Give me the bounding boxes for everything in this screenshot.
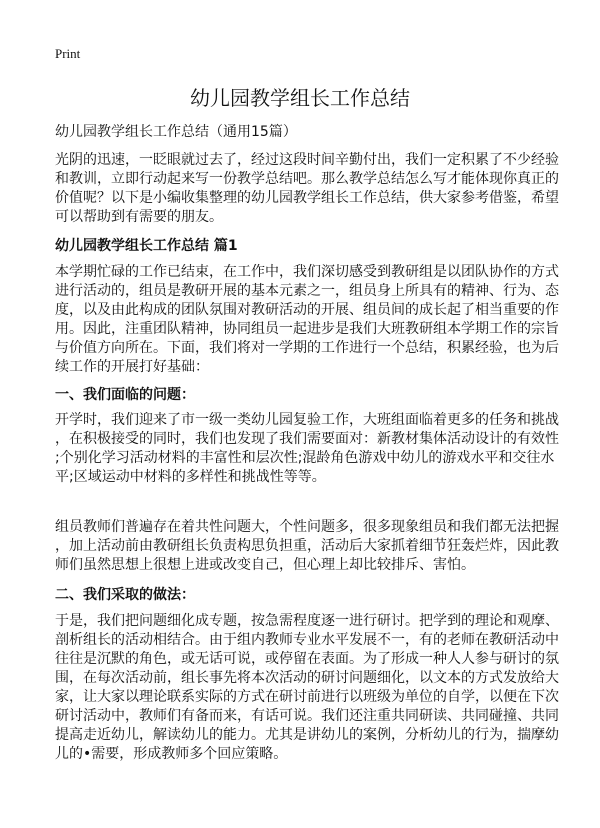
text-line: 进行活动的，组员是教研开展的基本元素之一，组员身上所具有的精神、行为、态 — [55, 283, 559, 299]
text-line: 剖析组长的活动相结合。由于组内教师专业水平发展不一，有的老师在教研活动中 — [55, 632, 559, 648]
subtitle: 幼儿园教学组长工作总结（通用15篇） — [55, 124, 297, 140]
text-line: ，加上活动前由教研组长负责构思负担重，活动后大家抓着细节狂轰烂炸，因此教 — [55, 538, 559, 554]
paragraph-2 — [55, 411, 559, 487]
text-line: 平;区域运动中材料的多样性和挑战性等等。 — [55, 469, 326, 485]
text-line: 与价值方向所在。下面，我们将对一学期的工作进行一个总结，积累经验，也为后 — [55, 340, 559, 356]
paragraph-4 — [55, 612, 559, 764]
text-line: 价值呢？以下是小编收集整理的幼儿园教学组长工作总结，供大家参考借鉴，希望 — [55, 190, 559, 206]
text-line: 光阴的迅速，一眨眼就过去了，经过这段时间辛勤付出，我们一定积累了不少经验 — [55, 152, 559, 168]
text-line: 可以帮助到有需要的朋友。 — [55, 209, 223, 225]
text-line: 本学期忙碌的工作已结束，在工作中，我们深切感受到教研组是以团队协作的方式 — [55, 264, 559, 280]
text-line: 用。因此，注重团队精神，协同组员一起进步是我们大班教研组本学期工作的宗旨 — [55, 321, 559, 337]
section-heading: 幼儿园教学组长工作总结 篇1 — [55, 238, 238, 254]
text-line: 组员教师们普遍存在着共性问题大，个性问题多，很多现象组员和我们都无法把握 — [55, 519, 559, 535]
text-line: 家，让大家以理论联系实际的方式在研讨前进行以班级为单位的自学，以便在下次 — [55, 689, 559, 705]
text-line: 和教训，立即行动起来写一份教学总结吧。那么教学总结怎么写才能体现你真正的 — [55, 171, 559, 187]
text-line: ，在积极接受的同时，我们也发现了我们需要面对：新教材集体活动设计的有效性 — [55, 431, 559, 447]
text-line: 提高走近幼儿，解读幼儿的能力。尤其是讲幼儿的案例，分析幼儿的行为，揣摩幼 — [55, 727, 559, 743]
text-line: 往往是沉默的角色，或无话可说，或停留在表面。为了形成一种人人参与研讨的氛 — [55, 651, 559, 667]
text-line: 于是，我们把问题细化成专题，按急需程度逐一进行研讨。把学到的理论和观摩、 — [55, 613, 559, 629]
text-line: 续工作的开展打好基础： — [55, 359, 209, 375]
text-line: 儿的•需要，形成教师多个回应策略。 — [55, 746, 288, 762]
text-line: 研讨活动中，教师们有备而来，有话可说。我们还注重共同研读、共同碰撞、共同 — [55, 708, 559, 724]
text-line: ;个别化学习活动材料的丰富性和层次性;混龄角色游戏中幼儿的游戏水平和交往水 — [55, 450, 555, 466]
paragraph-3 — [55, 518, 559, 575]
print-link[interactable]: Print — [55, 46, 81, 61]
paragraph-1 — [55, 263, 559, 377]
intro-paragraph — [55, 151, 559, 227]
page-title: 幼儿园教学组长工作总结 — [190, 86, 410, 110]
heading-problems: 一、我们面临的问题： — [55, 387, 195, 403]
text-line: 师们虽然思想上很想上进或改变自己，但心理上却比较排斥、害怕。 — [55, 557, 475, 573]
text-line: 开学时，我们迎来了市一级一类幼儿园复验工作，大班组面临着更多的任务和挑战 — [55, 412, 559, 428]
heading-measures: 二、我们采取的做法： — [55, 587, 195, 603]
text-line: 围，在每次活动前，组长事先将本次活动的研讨问题细化，以文本的方式发放给大 — [55, 670, 559, 686]
text-line: 度，以及由此构成的团队氛围对教研活动的开展、组员间的成长起了相当重要的作 — [55, 302, 559, 318]
